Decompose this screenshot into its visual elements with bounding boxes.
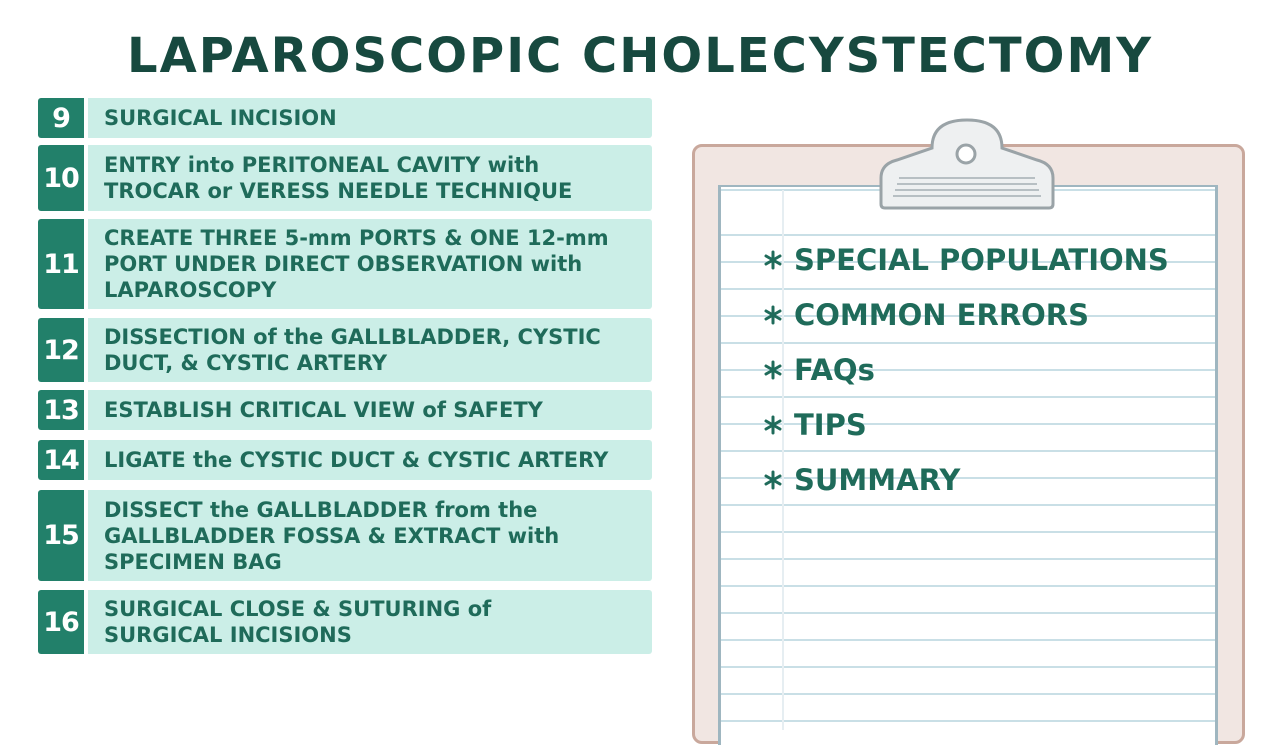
step-item [38, 98, 652, 138]
step-number: 13 [38, 390, 84, 430]
step-text: SURGICAL CLOSE & SUTURING of SURGICAL INCISIONS [88, 590, 652, 654]
asterisk-icon [762, 249, 784, 271]
step-item [38, 440, 652, 480]
asterisk-icon [762, 359, 784, 381]
asterisk-icon [762, 304, 784, 326]
asterisk-icon [762, 414, 784, 436]
step-number: 11 [38, 219, 84, 309]
topic-common-errors [762, 287, 1169, 342]
step-item [38, 145, 652, 211]
topic-label: SUMMARY [794, 462, 961, 497]
step-text: SURGICAL INCISION [88, 98, 652, 138]
topic-label: FAQs [794, 352, 875, 387]
step-item [38, 390, 652, 430]
topic-tips [762, 397, 1169, 452]
step-text: DISSECTION of the GALLBLADDER, CYSTIC DUCT, & CYSTIC ARTERY [88, 318, 652, 382]
step-text: ENTRY into PERITONEAL CAVITY with TROCAR or VERESS NEEDLE TECHNIQUE [88, 145, 652, 211]
step-number: 12 [38, 318, 84, 382]
step-item [38, 590, 652, 654]
step-number: 9 [38, 98, 84, 138]
topic-label: TIPS [794, 407, 867, 442]
step-number: 15 [38, 490, 84, 581]
asterisk-icon [762, 469, 784, 491]
step-item [38, 219, 652, 309]
topic-faqs [762, 342, 1169, 397]
step-text: DISSECT the GALLBLADDER from the GALLBLADDER FOSSA & EXTRACT with SPECIMEN BAG [88, 490, 652, 581]
topic-special-populations [762, 232, 1169, 287]
step-number: 14 [38, 440, 84, 480]
clipboard-clip-icon [877, 118, 1057, 210]
step-number: 16 [38, 590, 84, 654]
step-text: CREATE THREE 5-mm PORTS & ONE 12-mm PORT UNDER DIRECT OBSERVATION with LAPAROSCOPY [88, 219, 652, 309]
step-text: ESTABLISH CRITICAL VIEW of SAFETY [88, 390, 652, 430]
topic-label: COMMON ERRORS [794, 297, 1090, 332]
topic-label: SPECIAL POPULATIONS [794, 242, 1169, 277]
page-title: LAPAROSCOPIC CHOLECYSTECTOMY [127, 28, 1153, 84]
topic-summary [762, 452, 1169, 507]
step-number: 10 [38, 145, 84, 211]
step-item [38, 318, 652, 382]
step-text: LIGATE the CYSTIC DUCT & CYSTIC ARTERY [88, 440, 652, 480]
step-item [38, 490, 652, 581]
clipboard-topic-list [762, 232, 1169, 507]
